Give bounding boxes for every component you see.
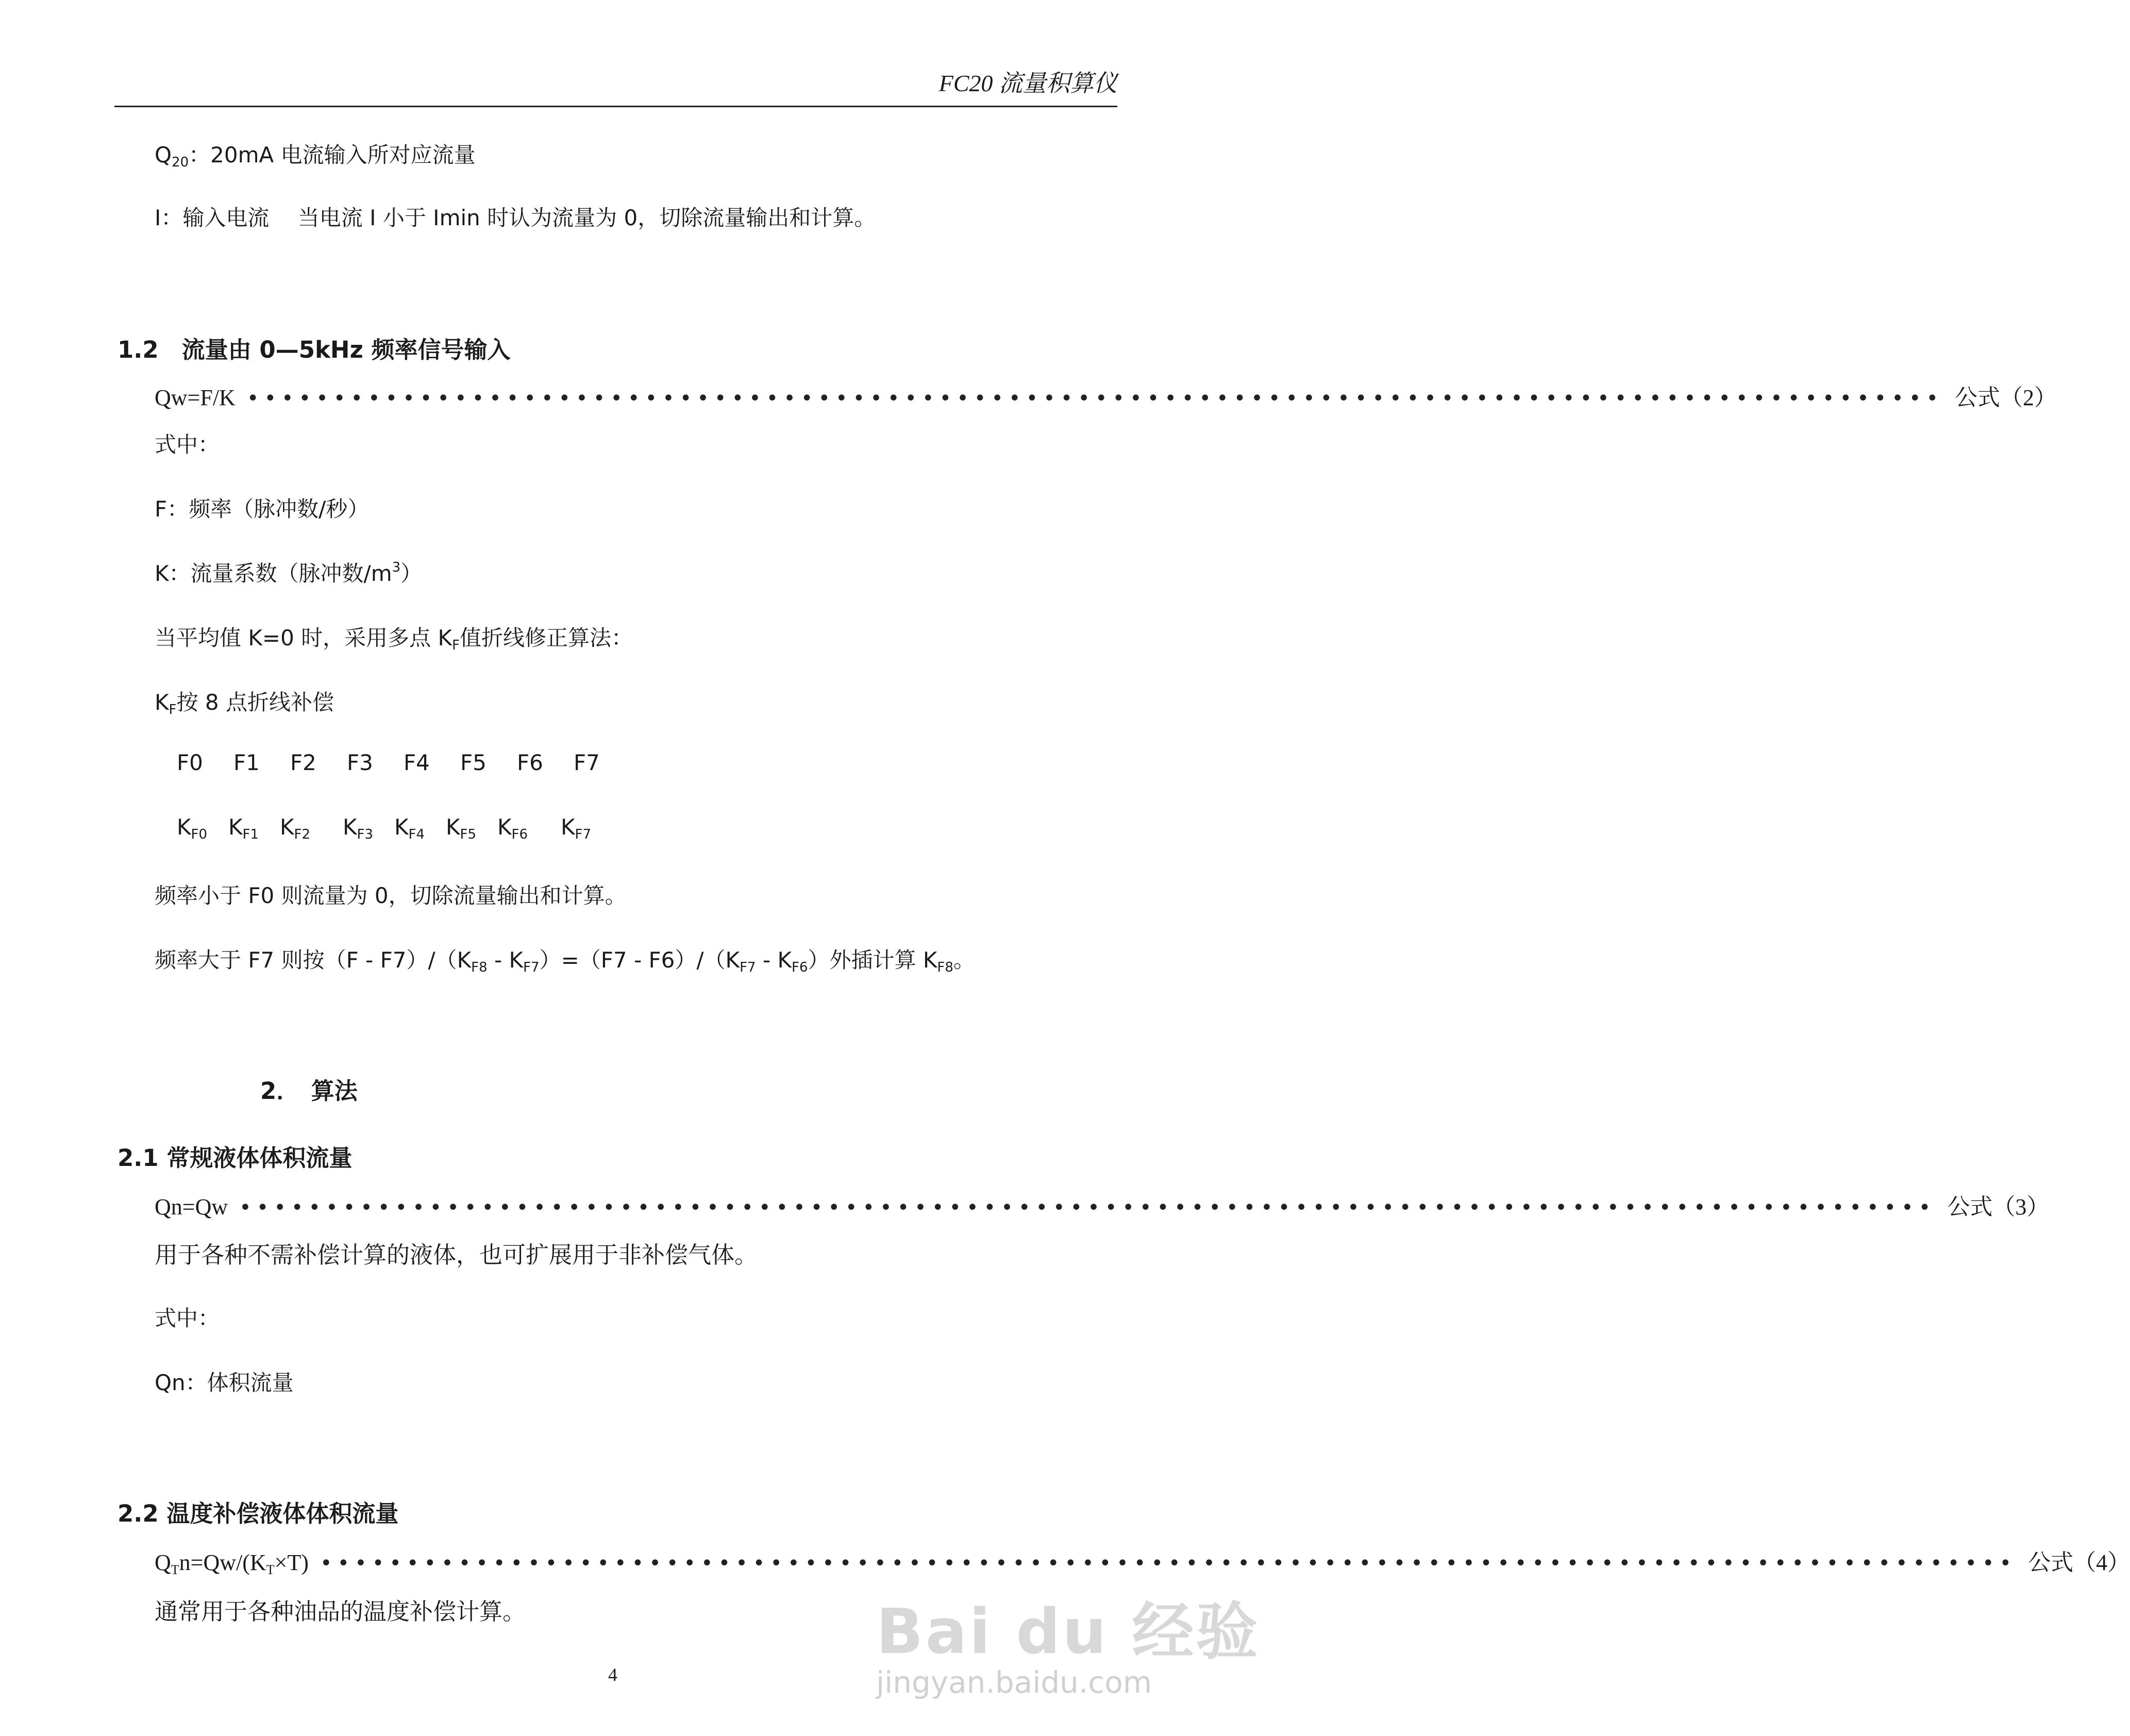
f-point: F0: [177, 750, 203, 775]
average-k-note: 当平均值 K=0 时，采用多点 $K_F$值折线修正算法：: [155, 625, 633, 653]
formula-3-leader: ••••••••••••••••••••••••••••••••••••••••••••••••••••••••••••••••••••••••••••••••••••••••••••••••••: [239, 1196, 1936, 1220]
q20-definition: $Q_{20}$：20mA 电流输入所对应流量: [155, 142, 476, 170]
kf-point: $K_{F0}$: [177, 814, 208, 842]
kf-points-row: [177, 814, 641, 845]
k-definition: K：流量系数（脉冲数$/m^3$）: [155, 560, 423, 586]
below-f0-note: 频率小于 F0 则流量为 0，切除流量输出和计算。: [155, 883, 627, 908]
frequency-definition: F：频率（脉冲数/秒）: [155, 496, 370, 522]
kf-point: $K_{F1}$: [228, 814, 259, 842]
formula-2: [155, 379, 2057, 412]
kf-point: $K_{F6}$: [497, 814, 528, 842]
f-point: F5: [460, 750, 487, 775]
f-point: F1: [233, 750, 260, 775]
kf-point: $K_{F2}$: [280, 814, 311, 842]
formula-3-expression: Qn=Qw: [155, 1194, 228, 1220]
formula-2-ref: 公式（2）: [1955, 385, 2057, 410]
f-points-row: [177, 750, 641, 781]
baidu-watermark-logo: Bai du 经验: [876, 1596, 1260, 1668]
formula-4-ref: 公式（4）: [2028, 1550, 2130, 1575]
formula-4-expression: $Q_Tn=Qw/(K_T\times T)$: [155, 1550, 309, 1577]
f-point: F6: [517, 750, 543, 775]
f-point: F4: [404, 750, 430, 775]
section-1-2-heading: 1.2 流量由 0—5kHz 频率信号输入: [118, 336, 511, 363]
formula-2-expression: Qw=F/K: [155, 385, 236, 410]
where-label-1: 式中：: [155, 432, 220, 457]
f-point: F3: [347, 750, 373, 775]
section-2-2-heading: 2.2 温度补偿液体体积流量: [118, 1500, 399, 1527]
document-header-title: FC20 流量积算仪: [938, 70, 1117, 96]
section-2-1-heading: 2.1 常规液体体积流量: [118, 1144, 353, 1172]
formula-4-leader: ••••••••••••••••••••••••••••••••••••••••••••••••••••••••••••••••••••••••••••••••••••••••••••••••••: [320, 1551, 2017, 1575]
where-label-2: 式中：: [155, 1306, 220, 1331]
section-2-heading: 2． 算法: [260, 1077, 358, 1105]
section-2-1-description: 用于各种不需补偿计算的液体，也可扩展用于非补偿气体。: [155, 1241, 758, 1268]
above-f7-note: 频率大于 F7 则按$(F - F7)/(K_{F8} - K_{F7})=(F7 - F6)/(K_{F7} - K_{F6})$外插计算 $K_{F8}$。: [155, 947, 975, 975]
formula-2-leader: ••••••••••••••••••••••••••••••••••••••••••••••••••••••••••••••••••••••••••••••••••••••••••••••••••: [246, 387, 1944, 410]
f-point: F7: [574, 750, 600, 775]
section-2-2-description: 通常用于各种油品的温度补偿计算。: [155, 1598, 526, 1625]
kf-point: $K_{F3}$: [343, 814, 374, 842]
kf-compensation-note: $K_F$按 8 点折线补偿: [155, 690, 334, 717]
header-rule: [114, 106, 1117, 107]
page-number: 4: [608, 1664, 617, 1685]
baidu-watermark-url: jingyan.baidu.com: [876, 1665, 1152, 1700]
formula-4: [155, 1544, 2130, 1578]
qn-definition: Qn：体积流量: [155, 1370, 294, 1395]
current-definition: I：输入电流 当电流 I 小于 Imin 时认为流量为 0，切除流量输出和计算。: [155, 205, 876, 230]
f-point: F2: [290, 750, 316, 775]
kf-point: $K_{F4}$: [394, 814, 425, 842]
formula-3: [155, 1188, 2050, 1221]
kf-point: $K_{F7}$: [561, 814, 592, 842]
formula-3-ref: 公式（3）: [1947, 1194, 2050, 1220]
kf-point: $K_{F5}$: [446, 814, 477, 842]
